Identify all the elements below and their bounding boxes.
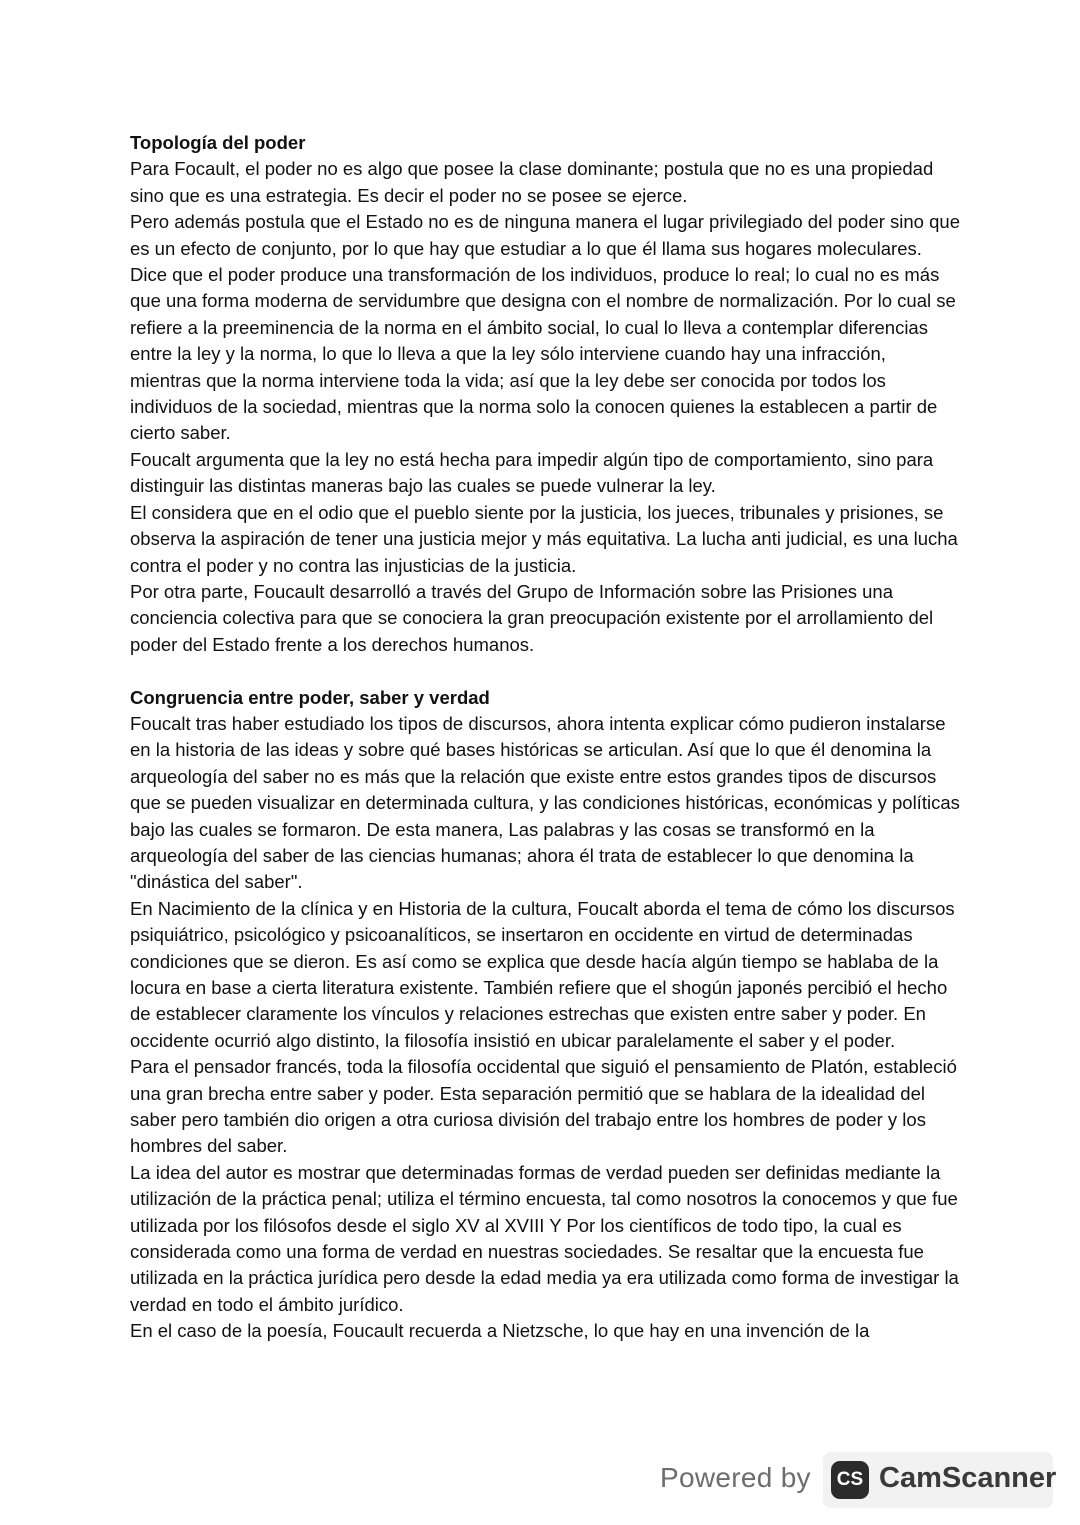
paragraph: Foucalt tras haber estudiado los tipos de discursos, ahora intenta explicar cómo pudieron instalarse en la historia de las ideas y sobre qué bases históricas se articulan. Así que lo que él denomina la arqueología del saber no es más que la relación que existe entre estos grandes tipos de discursos que se pueden visualizar en determinada cultura, y las condiciones históricas, económicas y políticas bajo las cuales se formaron. De esta manera, Las palabras y las cosas se transformó en la arqueología del saber de las ciencias humanas; ahora él trata de establecer lo que denomina la "dinástica del saber".	[130, 712, 960, 893]
section-spacer	[130, 658, 960, 684]
paragraph: Dice que el poder produce una transformación de los individuos, produce lo real; lo cual no es más que una forma moderna de servidumbre que designa con el nombre de normalización. Por lo cual se refiere a la preeminencia de la norma en el ámbito social, lo cual lo lleva a contemplar diferencias entre la ley y la norma, lo que lo lleva a que la ley sólo interviene cuando hay una infracción, mientras que la norma interviene toda la vida; así que la ley debe ser conocida por todos los individuos de la sociedad, mientras que la norma solo la conocen quienes la establecen a partir de cierto saber.	[130, 264, 956, 444]
paragraph: Pero además postula que el Estado no es de ninguna manera el lugar privilegiado del poder sino que es un efecto de conjunto, por lo que hay que estudiar a lo que él llama sus hogares moleculares.	[130, 211, 960, 259]
paragraph: En el caso de la poesía, Foucault recuerda a Nietzsche, lo que hay en una invención de la	[130, 1320, 870, 1342]
paragraph: La idea del autor es mostrar que determinadas formas de verdad pueden ser definidas mediante la utilización de la práctica penal; utiliza el término encuesta, tal como nosotros la conocemos y que fue utilizada por los filósofos desde el siglo XV al XVIII Y Por los científicos de todo tipo, la cual es considerada como una forma de verdad en nuestras sociedades. Se resaltar que la encuesta fue utilizada en la práctica jurídica pero desde la edad media ya era utilizada como forma de investigar la verdad en todo el ámbito jurídico.	[130, 1161, 959, 1315]
paragraph: En Nacimiento de la clínica y en Historia de la cultura, Foucalt aborda el tema de cómo los discursos psiquiátrico, psicológico y psicoanalíticos, se insertaron en occidente en virtud de determinadas condiciones que se dieron. Es así como se explica que desde hacía algún tiempo se hablaba de la locura en base a cierta literatura existente. También refiere que el shogún japonés percibió el hecho de establecer claramente los vínculos y relaciones estrechas que existen entre saber y poder. En occidente ocurrió algo distinto, la filosofía insistió en ubicar paralelamente el saber y el poder.	[130, 897, 955, 1051]
section-heading-topologia: Topología del poder	[130, 132, 306, 153]
camscanner-badge	[823, 1452, 1057, 1508]
section-heading-congruencia: Congruencia entre poder, saber y verdad	[130, 686, 490, 708]
camscanner-logo-icon: CS	[831, 1461, 869, 1499]
paragraph: Para Focault, el poder no es algo que posee la clase dominante; postula que no es una propiedad sino que es una estrategia. Es decir el poder no se posee se ejerce.	[130, 158, 934, 206]
camscanner-footer	[660, 1452, 1060, 1510]
paragraph: Por otra parte, Foucault desarrolló a través del Grupo de Información sobre las Prisiones una conciencia colectiva para que se conociera la gran preocupación existente por el arrollamiento del poder del Estado frente a los derechos humanos.	[130, 580, 934, 655]
powered-by-text: Powered by	[660, 1462, 811, 1493]
camscanner-brand: CamScanner	[879, 1462, 1057, 1494]
paragraph: El considera que en el odio que el pueblo siente por la justicia, los jueces, tribunales y prisiones, se observa la aspiración de tener una justicia mejor y más equitativa. La lucha anti judicial, es una lucha contra el poder y no contra las injusticias de la justicia.	[130, 501, 958, 576]
document-page	[130, 130, 960, 1345]
paragraph: Para el pensador francés, toda la filosofía occidental que siguió el pensamiento de Platón, estableció una gran brecha entre saber y poder. Esta separación permitió que se hablara de la idealidad del saber pero también dio origen a otra curiosa división del trabajo entre los hombres de poder y los hombres del saber.	[130, 1056, 957, 1157]
paragraph: Foucalt argumenta que la ley no está hecha para impedir algún tipo de comportamiento, sino para distinguir las distintas maneras bajo las cuales se puede vulnerar la ley.	[130, 448, 934, 497]
